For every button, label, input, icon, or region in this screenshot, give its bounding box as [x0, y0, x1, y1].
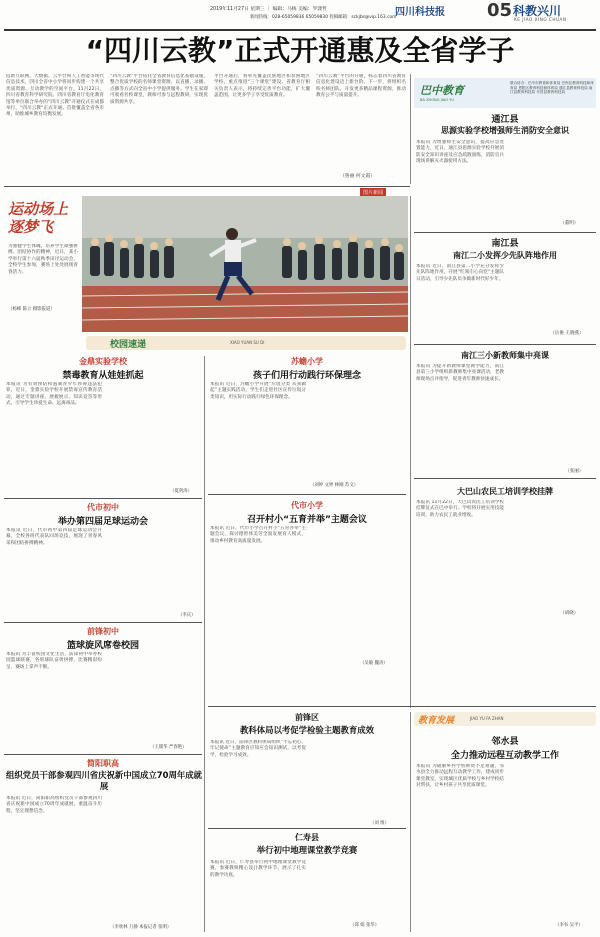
- campus-article-1-byline: （夏剑涛）: [170, 489, 192, 494]
- edu-byline: （李书 吴平）: [555, 923, 583, 928]
- edu-banner-pinyin: JIAO YU FA ZHAN: [470, 716, 504, 721]
- right-article-1-region: 通江县: [491, 115, 519, 125]
- bottom-article-1-body: 本报讯 近日，前锋区教科体局组织“不忘初心、牢记使命”主题教育应知应会知识测试，以考促学，检验学习成效。: [210, 740, 306, 758]
- campus-article-3-body: 本报讯 近日，代市初中第四届足球运动会开幕，全校各班代表队同场竞技，展现了青春风采和团结拼搏精神。: [6, 528, 102, 546]
- page-number: 05: [487, 0, 513, 21]
- section-title: 科教兴川: [513, 4, 562, 18]
- section-pinyin: KE JIAO XING CHUAN: [514, 17, 567, 22]
- right-article-3-byline: （张丽）: [565, 469, 584, 474]
- divider: [414, 232, 596, 233]
- divider: [4, 186, 410, 187]
- bottom-article-1-region: 前锋区: [295, 713, 319, 722]
- divider: [4, 754, 202, 755]
- campus-article-2-body: 本报讯 近日，苏蟾小学开展“垃圾分类 从我做起”主题实践活动，学生们走进社区宣传垃圾分类知识，用实际行动践行绿色环保理念。: [210, 382, 306, 400]
- contact-line: 新闻热线：028-65059836 65059830 投稿邮箱：sckjbs@vip.163.com: [250, 15, 397, 20]
- campus-article-5-body: 本报讯 为丰富校园文化生活，前锋初中举办校园篮球联赛，各班球队奋勇拼搏，比赛精彩纷呈，赛场上掌声不断。: [6, 652, 102, 670]
- campus-article-2-title: 孩子们用行动践行环保理念: [252, 371, 361, 381]
- right-banner-note: 联合协办：巴中市教育和体育局 巴州区教育科技和体育局 恩阳区教育科技和体育局 通江县教育科技局 南江县教育科技局 平昌县教育科技局: [510, 81, 594, 95]
- right-article-2-title: 南江二小发挥少先队阵地作用: [453, 251, 557, 260]
- campus-article-3-title: 举办第四届足球运动会: [57, 517, 148, 527]
- right-article-1-title: 思源实验学校增强师生消防安全意识: [441, 126, 569, 135]
- campus-article-4-byline: （吴敏 魏涛）: [360, 661, 388, 666]
- paper-name: 四川科技报: [395, 7, 445, 18]
- campus-article-6-title: 组织党员干部参观四川省庆祝新中国成立70周年成就展: [6, 770, 202, 791]
- right-article-2-region: 南江县: [491, 239, 519, 249]
- column-rule: [204, 356, 205, 932]
- photo-news-title: 运动场上逐梦飞: [8, 200, 69, 236]
- campus-article-6-body: 本报讯 近日，简阳职高组织党员干部参观四川省庆祝新中国成立70周年成就展，重温奋斗历程，坚定理想信念。: [6, 796, 102, 814]
- lead-article-byline: （鲁丽 何文霞）: [340, 174, 376, 179]
- divider: [208, 828, 406, 829]
- bottom-article-2-title: 举行初中地理课堂教学竞赛: [256, 845, 358, 855]
- campus-article-5-school: 前锋初中: [87, 627, 119, 636]
- lead-article-col-2: “四川云教”平台依托全省教育信息化基础设施，整合优质学校的名师课堂资源，以直播、录播、点播等方式向全省中小学提供服务。学生在家即可收看名校课堂，教师可参与远程教研，实现优质资源共享。: [110, 74, 208, 105]
- campus-article-1-school: 金鼎实验学校: [79, 357, 127, 366]
- lead-article-col-3: 平台开通后，将率先覆盖民族地区和贫困地区学校，重点推进“三个课堂”建设。省教育厅相关负责人表示，将持续完善平台功能，扩大覆盖范围，让更多学子享受优质教育。: [214, 74, 310, 99]
- campus-article-4-title: 召开村小“五育并举”主题会议: [247, 515, 367, 525]
- campus-article-1-title: 禁毒教育从娃娃抓起: [62, 371, 144, 381]
- date-line: 2019年11月27日 星期三 ｜ 编辑：马梅 美编：罗潇哲: [210, 7, 327, 12]
- right-article-4-byline: （胡晓）: [560, 611, 579, 616]
- campus-article-3-school: 代市初中: [87, 503, 119, 512]
- edu-banner-title: 教育发展: [418, 716, 455, 726]
- edu-title: 全力推动远程互动教学工作: [450, 751, 559, 761]
- right-article-1-body-cont: [508, 140, 596, 224]
- campus-article-1-body: 本报讯 为有效预防和遏制青少年涉毒违法犯罪，近日，金鼎实验学校开展禁毒宣传教育活动，通过专题讲座、展板展示、知识竞答等形式，引导学生珍爱生命、远离毒品。: [6, 382, 102, 407]
- campus-article-4-school: 代市小学: [291, 501, 323, 510]
- campus-article-2-school: 苏蟾小学: [291, 357, 323, 366]
- lead-article-col-1: 借助互联网、大数据、云平台和人工智能等现代信息技术，四川全省中小学将同步构建一个共享优质资源、互动教学的空间平台。11月22日，四川省教育科学研究院、四川省教育厅电化教育馆等单位联合举办的“四川云教”开通仪式在成都举行，“四川云教”正式开通。首批覆盖全省各市州，助推城乡教育均衡发展。: [6, 74, 104, 118]
- divider: [4, 498, 202, 499]
- main-headline: “四川云教”正式开通惠及全省学子: [85, 34, 515, 67]
- column-rule: [410, 196, 411, 708]
- column-rule: [410, 712, 411, 932]
- bottom-article-1-byline: （刘 维）: [370, 821, 389, 826]
- campus-article-6-school: 简阳职高: [87, 759, 119, 768]
- divider: [414, 478, 596, 479]
- campus-article-2-byline: （刘婷 文婷 林刚 苏文）: [310, 483, 359, 488]
- bottom-article-2-byline: （邱 娟 张华）: [350, 923, 380, 928]
- right-article-2-byline: （岳俊 王晓燕）: [550, 331, 584, 336]
- photo-news-byline: （杨峰 陈立 摄影报道）: [8, 307, 55, 312]
- right-article-2-body: 本报讯 近日，南江县第二小学充分发挥少先队阵地作用，开展“红领巾心向党”主题队日活动，引导少先队员争做新时代好少年。: [416, 264, 504, 282]
- divider: [4, 622, 202, 623]
- right-article-4-body: 本报讯 11月22日，大巴山农民工培训学校挂牌仪式在巴中举行。学校将开展实用技能培训，助力农民工就业增收。: [416, 500, 504, 518]
- campus-banner-pinyin: XIAO YUAN SU DI: [230, 340, 265, 345]
- campus-article-3-byline: （李庆）: [178, 613, 196, 618]
- right-banner: [414, 78, 596, 108]
- edu-body: 本报讯 为破解乡村学校师资不足难题，邻水县全力推动远程互动教学工作，建成同步课堂教室，实现城区优质学校与乡村学校结对帮扶，让乡村孩子共享优质课堂。: [416, 764, 504, 789]
- edu-region: 邻水县: [491, 737, 519, 747]
- photo-news-caption: 为强健学生体魄，培养学生顽强拼搏、团结协作的精神，近日，某小学举行第十六届秋季田径运动会，全校学生参加，赛场上处处展现青春活力。: [8, 244, 78, 275]
- masthead-rule: [4, 29, 596, 31]
- right-banner-title: 巴中教育: [420, 84, 464, 97]
- divider: [208, 706, 596, 707]
- sports-meet-photo: [82, 196, 408, 332]
- lead-article-col-4: “四川云教”平台的开通，标志着四川省教育信息化建设迈上新台阶。下一步，将组织名校名师团队，开发更多精品课程资源，推动教育公平与质量提升。: [316, 74, 406, 99]
- right-article-1-body: 本报讯 为增强师生安全意识，提高应急处置能力，近日，通江县思源实验学校开展消防安全知识讲座及应急疏散演练，消防官兵现场讲解灭火器使用方法。: [416, 140, 504, 165]
- bottom-article-1-title: 教科体局以考促学检验主题教育成效: [240, 725, 374, 735]
- campus-article-5-byline: （王儒华 严春艳）: [150, 745, 187, 750]
- campus-article-5-title: 篮球旋风席卷校园: [66, 641, 139, 651]
- divider: [414, 344, 596, 345]
- campus-article-6-byline: （李欣林 万静 本报记者 张明）: [110, 925, 172, 930]
- photo-news-tag: 图片新闻: [360, 188, 386, 197]
- right-article-3-body: 本报讯 为提升新教师课堂教学能力，南江县第三小学组织新教师集中亮课活动，老教师现场点评指导，促进青年教师快速成长。: [416, 364, 504, 382]
- right-article-3-title: 南江三小新教师集中亮课: [461, 351, 549, 360]
- column-rule: [410, 74, 411, 184]
- bottom-article-2-region: 仁寿县: [295, 833, 319, 842]
- right-banner-pinyin: BA ZHONG JIAO YU: [420, 98, 454, 102]
- campus-banner-title: 校园速递: [110, 340, 147, 350]
- right-article-1-byline: （董明）: [560, 221, 579, 226]
- right-article-4-title: 大巴山农民工培训学校挂牌: [457, 487, 553, 496]
- campus-article-4-body: 本报讯 近日，代市小学召开村小“五育并举”主题会议，探讨德智体美劳全面发展育人模式，推动乡村教育高质量发展。: [210, 526, 306, 544]
- divider: [208, 494, 406, 495]
- masthead: [0, 0, 600, 30]
- bottom-article-2-body: 本报讯 近日，仁寿县举行初中地理课堂教学竞赛，参赛教师精心设计教学环节，展示了扎实的教学功底。: [210, 860, 306, 878]
